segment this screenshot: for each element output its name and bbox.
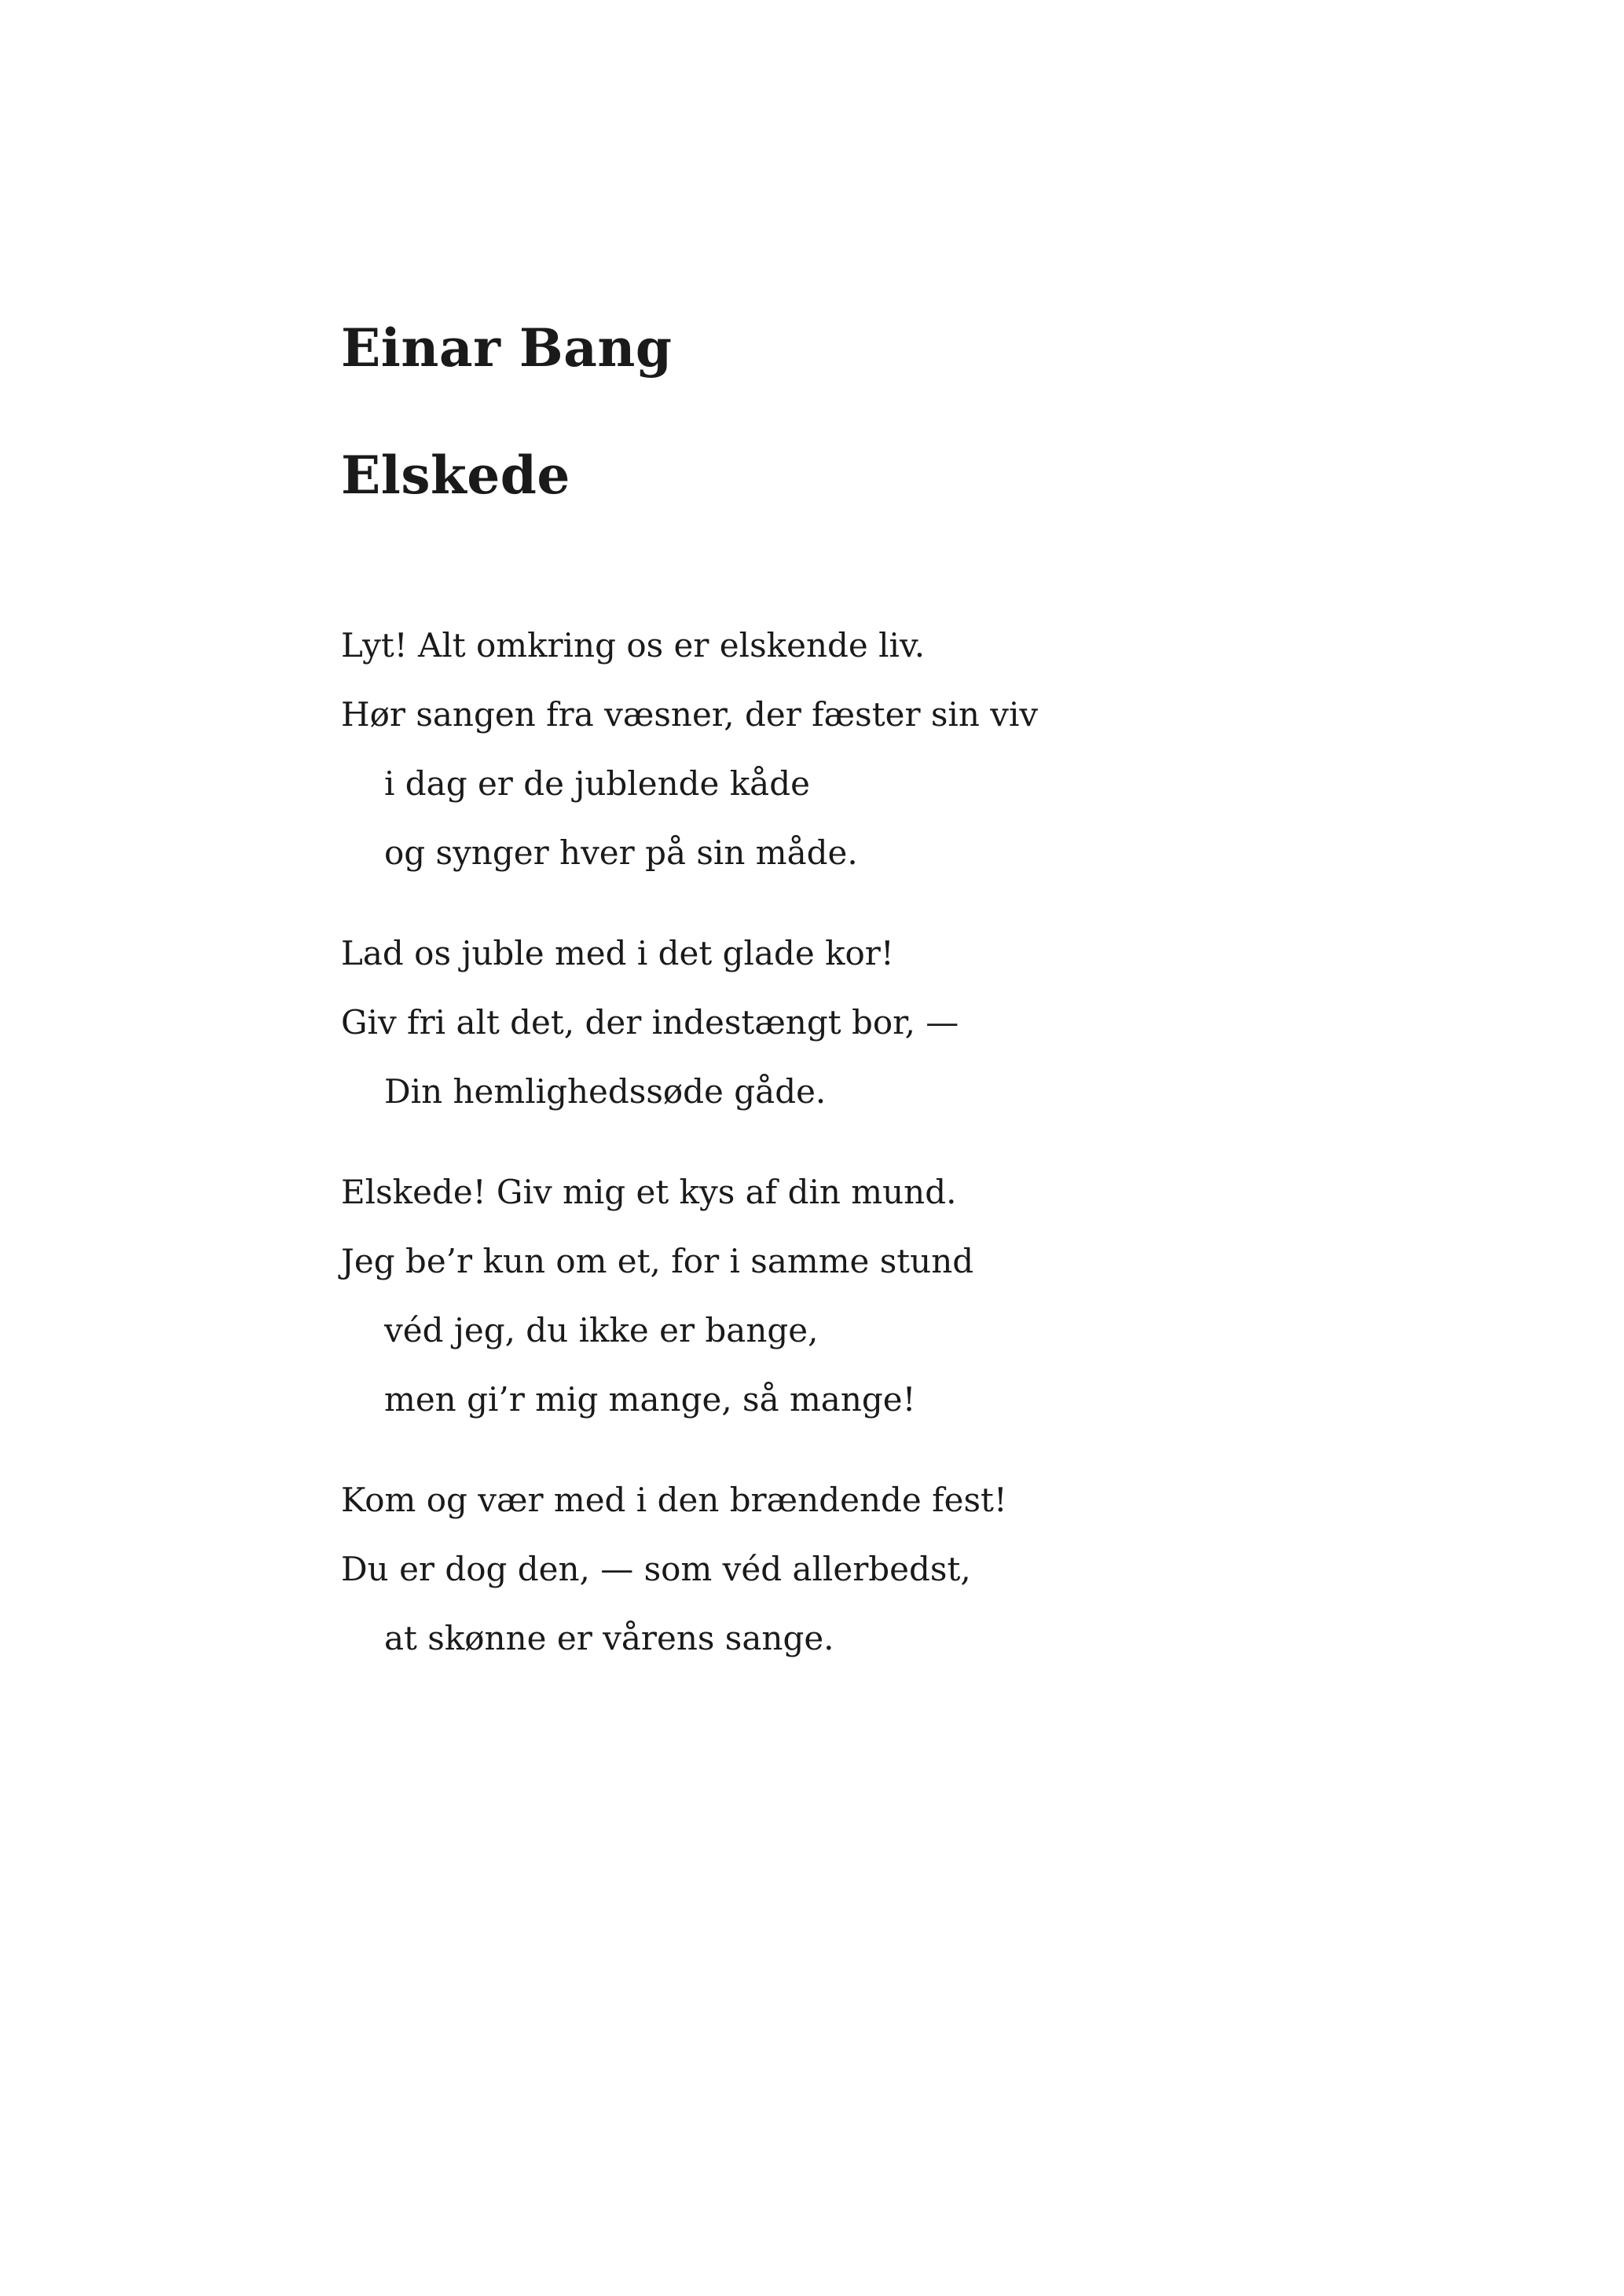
poem-line: Kom og vær med i den brændende fest! bbox=[341, 1481, 1007, 1519]
poem-line: Hør sangen fra væsner, der fæster sin viv bbox=[341, 695, 1039, 734]
stanza-1 bbox=[341, 611, 1441, 888]
poem-line: Elskede! Giv mig et kys af din mund. bbox=[341, 1173, 957, 1211]
stanza-3 bbox=[341, 1158, 1441, 1434]
poem-line: og synger hver på sin måde. bbox=[384, 833, 858, 872]
poem-line: Din hemlighedssøde gåde. bbox=[384, 1072, 827, 1111]
poem-body bbox=[341, 611, 1441, 1705]
author-name: Einar Bang bbox=[341, 317, 673, 379]
poem-line: at skønne er vårens sange. bbox=[384, 1619, 834, 1657]
poem-line: Lyt! Alt omkring os er elskende liv. bbox=[341, 626, 926, 665]
poem-line: Jeg be’r kun om et, for i samme stund bbox=[341, 1242, 974, 1280]
poem-title: Elskede bbox=[341, 445, 570, 506]
poem-line: Lad os juble med i det glade kor! bbox=[341, 934, 894, 972]
poem-line: i dag er de jublende kåde bbox=[384, 764, 810, 803]
poem-line: Giv fri alt det, der indestængt bor, — bbox=[341, 1003, 959, 1042]
stanza-4 bbox=[341, 1466, 1441, 1673]
poem-line: véd jeg, du ikke er bange, bbox=[384, 1311, 819, 1349]
poem-line: Du er dog den, — som véd allerbedst, bbox=[341, 1550, 971, 1588]
poem-line: men gi’r mig mange, så mange! bbox=[384, 1380, 916, 1419]
stanza-2 bbox=[341, 919, 1441, 1126]
